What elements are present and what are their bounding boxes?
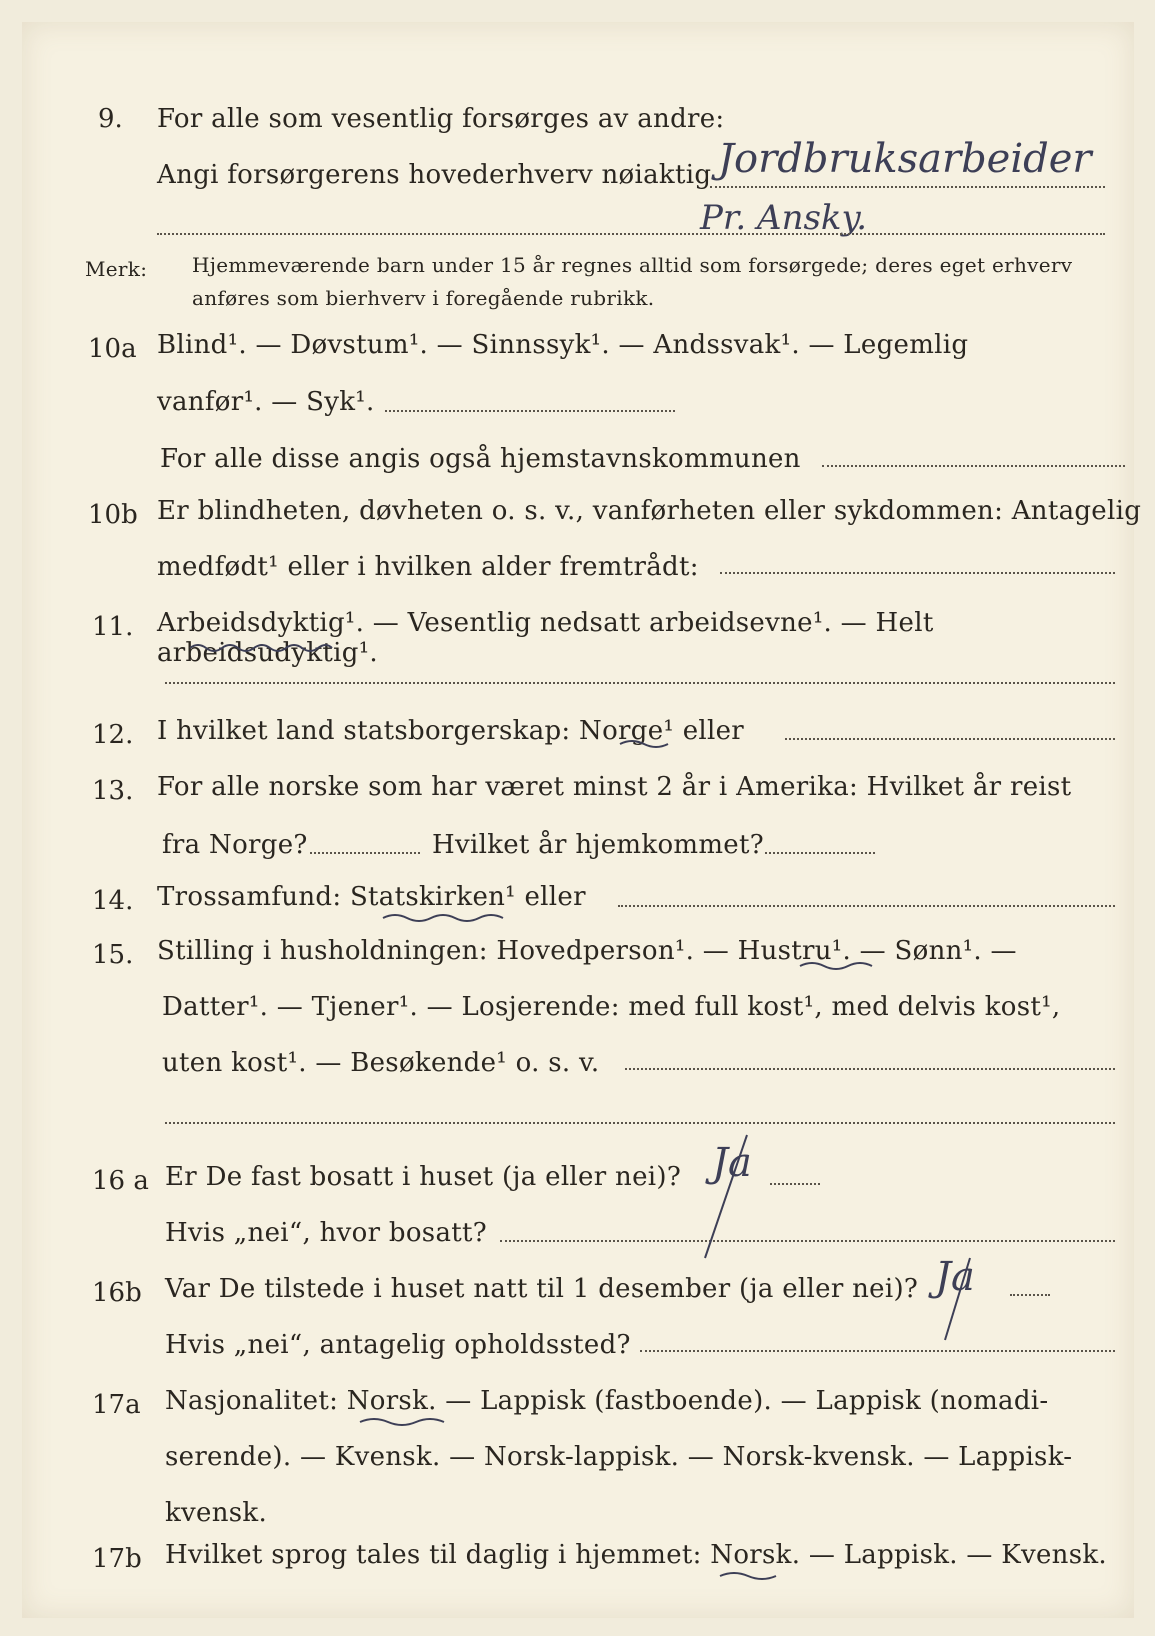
question-text: kvensk. xyxy=(165,1498,268,1528)
question-text: Hvis „nei“, hvor bosatt? xyxy=(165,1218,487,1248)
item-number: 15. xyxy=(92,940,134,970)
question-text: For alle disse angis også hjemstavnskommunen xyxy=(160,444,801,474)
underline-mark xyxy=(190,645,332,651)
stroke-mark xyxy=(705,1135,747,1258)
question-text: Datter¹. — Tjener¹. — Losjerende: med full kost¹, med delvis kost¹, xyxy=(162,992,1061,1022)
question-text: Hvilket år hjemkommet? xyxy=(432,830,764,860)
handwritten-answer: Ja xyxy=(935,1254,975,1300)
question-text: For alle norske som har været minst 2 år i Amerika: Hvilket år reist xyxy=(157,772,1072,802)
item-number: 10a xyxy=(88,334,137,364)
item-number: 12. xyxy=(92,720,134,750)
stroke-mark xyxy=(945,1258,970,1340)
underline-mark xyxy=(800,963,872,969)
item-number: 14. xyxy=(92,886,134,916)
question-text: Angi forsørgerens hovederhverv nøiaktig xyxy=(157,160,712,190)
handwritten-answer: Ja xyxy=(712,1140,752,1186)
note-text: anføres som bierhverv i foregående rubrikk. xyxy=(192,286,655,310)
question-text: Er blindheten, døvheten o. s. v., vanførheten eller sykdommen: Antagelig xyxy=(157,496,1142,526)
item-number: 17a xyxy=(92,1390,141,1420)
question-text: For alle som vesentlig forsørges av andre: xyxy=(157,104,725,134)
handwritten-answer: Jordbruksarbeider xyxy=(718,136,1092,182)
note-label: Merk: xyxy=(85,257,148,281)
item-number: 11. xyxy=(92,612,134,642)
handwritten-answer: Pr. Ansky. xyxy=(700,198,868,238)
question-text: fra Norge? xyxy=(162,830,308,860)
question-text: Stilling i husholdningen: Hovedperson¹. — Hustru¹. — Sønn¹. — xyxy=(157,936,1017,966)
question-text: Er De fast bosatt i huset (ja eller nei)? xyxy=(165,1162,682,1192)
question-text: Blind¹. — Døvstum¹. — Sinnssyk¹. — Andssvak¹. — Legemlig xyxy=(157,330,969,360)
question-text: I hvilket land statsborgerskap: Norge¹ eller xyxy=(157,716,745,746)
question-text: Var De tilstede i huset natt til 1 desember (ja eller nei)? xyxy=(165,1274,919,1304)
question-text: Arbeidsdyktig¹. — Vesentlig nedsatt arbeidsevne¹. — Helt arbeidsudyktig¹. xyxy=(157,608,934,668)
item-number: 16b xyxy=(92,1278,142,1308)
item-number: 17b xyxy=(92,1544,142,1574)
underline-mark xyxy=(383,915,503,921)
question-text: medfødt¹ eller i hvilken alder fremtrådt: xyxy=(157,552,699,582)
question-text: Nasjonalitet: Norsk. — Lappisk (fastboende). — Lappisk (nomadi- xyxy=(165,1386,1049,1416)
question-text: Trossamfund: Statskirken¹ eller xyxy=(157,882,586,912)
underline-mark xyxy=(720,1573,776,1579)
underline-mark xyxy=(620,741,668,747)
item-number: 9. xyxy=(98,104,123,134)
note-text: Hjemmeværende barn under 15 år regnes alltid som forsørgede; deres eget erhverv xyxy=(192,253,1073,277)
question-text: uten kost¹. — Besøkende¹ o. s. v. xyxy=(162,1048,600,1078)
question-text: Hvilket sprog tales til daglig i hjemmet: Norsk. — Lappisk. — Kvensk. xyxy=(165,1540,1107,1570)
question-text: serende). — Kvensk. — Norsk-lappisk. — Norsk-kvensk. — Lappisk- xyxy=(165,1442,1073,1472)
item-number: 13. xyxy=(92,776,134,806)
underline-mark xyxy=(360,1419,444,1425)
question-text: Hvis „nei“, antagelig opholdssted? xyxy=(165,1330,631,1360)
question-text: vanfør¹. — Syk¹. xyxy=(157,387,375,417)
item-number: 10b xyxy=(88,500,138,530)
item-number: 16 a xyxy=(92,1166,149,1196)
